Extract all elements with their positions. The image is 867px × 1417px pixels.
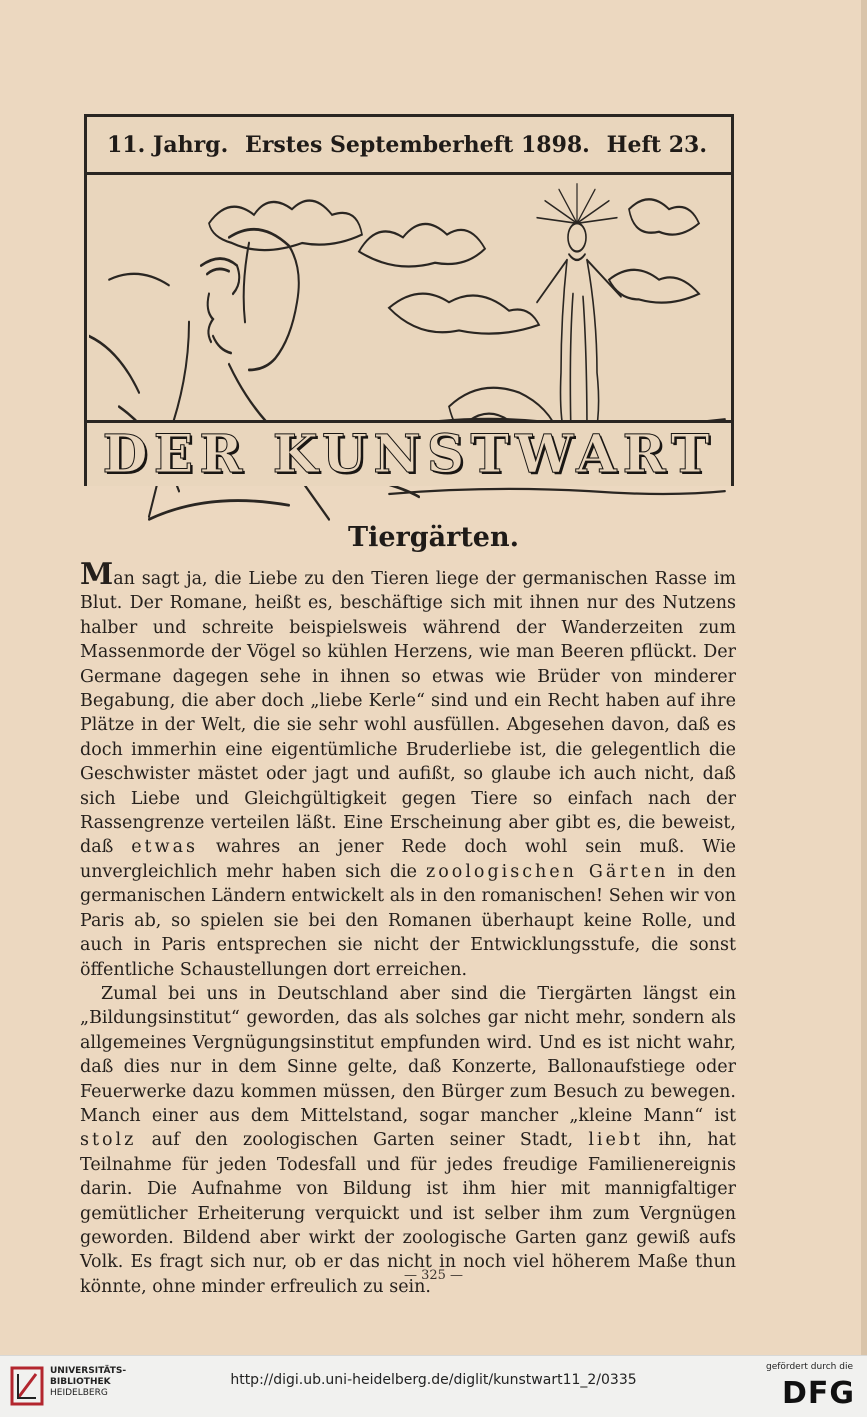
article-body <box>80 557 736 1299</box>
viewer-footer <box>0 1355 867 1417</box>
emphasis-etwas: etwas <box>131 837 198 858</box>
funded-by-label: gefördert durch die <box>766 1362 853 1372</box>
library-line-1: UNIVERSITÄTS- <box>50 1366 127 1376</box>
issue-number: Heft 23. <box>606 131 707 158</box>
masthead-header <box>87 117 731 175</box>
drop-cap: M <box>80 557 114 592</box>
volume-label: 11. Jahrg. <box>107 131 229 158</box>
article-title: Tiergärten. <box>347 522 520 553</box>
page-number: — 325 — <box>403 1268 464 1283</box>
paragraph-1-text-a: an sagt ja, die Liebe zu den Tieren liege der germanischen Rasse im Blut. Der Romane, heißt es, beschäftige sich mit ihnen nur des Nutzens halber und schreite beispielsweis während der Wanderzeiten zum Massenmorde der Vögel so kühlen Herzens, wie man Beeren pflückt. Der Germane dagegen sehe in ihnen so etwas wie Brüder von minderer Begabung, die aber doch „liebe Kerle“ sind und ein Recht haben auf ihre Plätze in der Welt, die sie sehr wohl ausfüllen. Abgesehen davon, daß es doch immerhin eine eigentümliche Bruderliebe ist, die gelegentlich die Geschwister mästet oder jagt und aufißt, so glaube ich auch nicht, daß sich Liebe und Gleichgültigkeit gegen Tiere so einfach nach der Rassengrenze verteilen läßt. Eine Erscheinung aber gibt es, die beweist, daß <box>80 569 736 858</box>
permalink-url[interactable]: http://digi.ub.uni-heidelberg.de/diglit/kunstwart11_2/0335 <box>230 1372 637 1388</box>
paragraph-2-text-a: Zumal bei uns in Deutschland aber sind die Tiergärten längst ein „Bildungsinstitut“ geworden, das als solches gar nicht mehr, sondern als allgemeines Vergnügungsinstitut empfunden wird. Und es ist nicht wahr, daß dies nur in dem Sinne gelte, daß Konzerte, Ballonaufstiege oder Feuerwerke dazu kommen müssen, den Bürger zum Besuch zu bewegen. Manch einer aus dem Mittelstand, sogar mancher „kleine Mann“ ist <box>80 983 736 1126</box>
masthead-title-text: DER KUNSTWART <box>102 424 716 485</box>
library-line-3: HEIDELBERG <box>50 1388 108 1398</box>
emphasis-zoologischen-gaerten: zoologischen Gärten <box>426 861 669 882</box>
sun-rays <box>537 184 617 223</box>
paragraph-1 <box>80 557 736 982</box>
masthead-title <box>87 420 731 486</box>
dfg-logo[interactable]: DFG <box>781 1376 855 1411</box>
paragraph-2 <box>80 982 736 1299</box>
paragraph-1-text-c: in den germanischen Ländern entwickelt als in den romanischen! Sehen wir von Paris ab, so spielen sie bei den Romanen überhaupt keine Rolle, und auch in Paris entsprechen sie nicht der Entwicklungsstufe, die sonst öffentliche Schaustellungen dort erreichen. <box>80 861 736 980</box>
paragraph-2-text-b: auf den zoologischen Garten seiner Stadt, <box>151 1130 574 1151</box>
allegorical-figure <box>537 223 621 437</box>
emphasis-liebt: liebt <box>588 1130 644 1151</box>
page-edge <box>861 0 867 1355</box>
paragraph-2-text-c: ihn, hat Teilnahme für jeden Todesfall und für jedes freudige Familienereignis darin. Die Aufnahme von Bildung ist ihm hier mit mannigfaltiger gemütlicher Erheiterung verquickt und ist selber ihm zum Vergnügen geworden. Bildend aber wirkt der zoologische Garten ganz gewiß aufs Volk. Es fragt sich nur, ob er das nicht in noch viel höherem Maße thun könnte, ohne minder erfreulich zu sein. <box>80 1130 736 1297</box>
issue-date: Erstes Septemberheft 1898. <box>245 131 590 158</box>
masthead <box>84 114 734 486</box>
paragraph-1-text-b: wahres an jener Rede doch wohl sein muß. Wie unvergleichlich mehr haben sich die <box>80 837 736 882</box>
emphasis-stolz: stolz <box>80 1130 137 1151</box>
library-line-2: BIBLIOTHEK <box>50 1377 111 1387</box>
